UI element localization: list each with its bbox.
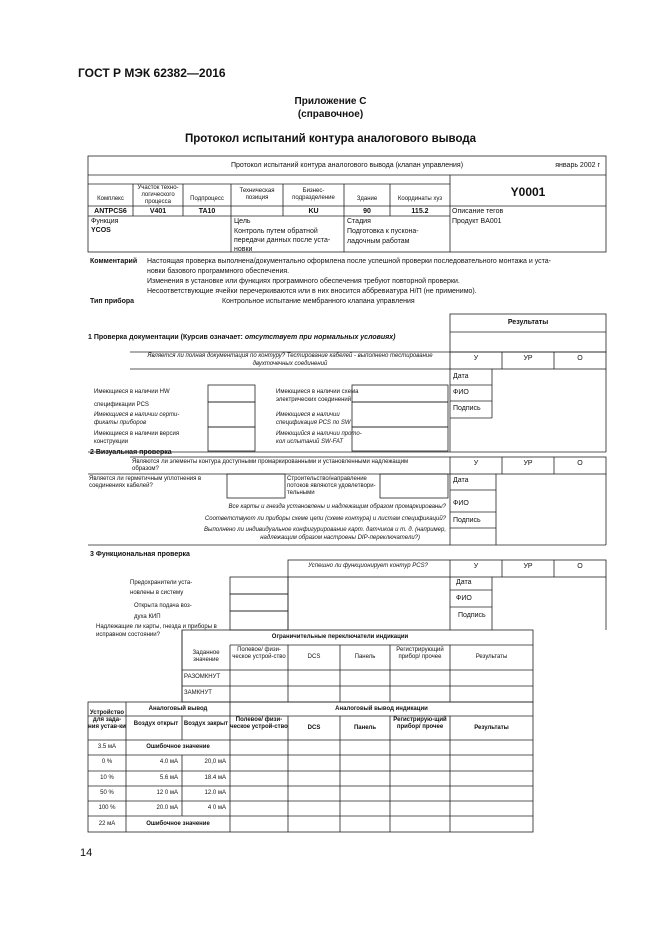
s2-cards-question: Все карты и гнезда установлены и надлежащим образом промаркированы? bbox=[228, 504, 446, 510]
row-pct: 0 % bbox=[101, 759, 113, 765]
comment-line: Несоответствующие ячейки перечеркиваются или в них вносится аббревиатура Н/П (не применимо). bbox=[147, 288, 477, 295]
s2-flow-question-cont: потоков являются удовлетвори- bbox=[287, 483, 376, 489]
s2-sign-label: Подпись bbox=[453, 517, 481, 524]
s3-question-top: Успешно ли функционирует контур PCS? bbox=[308, 563, 428, 569]
form-banner: Протокол испытаний контура аналогового вывода (клапан управления) bbox=[230, 162, 464, 169]
appendix-title: Приложение С bbox=[294, 96, 367, 107]
form-date: январь 2002 г bbox=[555, 162, 600, 169]
analog-col-dcs: DCS bbox=[307, 725, 321, 731]
product-value: Продукт BA001 bbox=[452, 218, 502, 225]
analog-col-air-open: Воздух открыт bbox=[133, 721, 179, 727]
goal-line: передачи данных после уста- bbox=[234, 237, 331, 244]
protocol-title: Протокол испытаний контура аналогового вывода bbox=[184, 133, 477, 145]
results-header: Результаты bbox=[507, 319, 549, 326]
s2-question-top: Являются ли элементы контура доступными промаркированными и установленными надлежащим bbox=[132, 459, 409, 465]
value-business: KU bbox=[308, 208, 319, 215]
s2-flow-question-cont: тельными bbox=[287, 490, 315, 496]
row-air-closed: 4 0 мА bbox=[207, 805, 226, 811]
doc-item: Имеющиеся в наличии HW bbox=[94, 389, 170, 395]
s3-kip-question: Открыта подача воз- bbox=[134, 603, 192, 609]
doc-item: фикаты приборов bbox=[94, 420, 147, 426]
error-current-low: 3.5 мА bbox=[97, 744, 117, 750]
col-subprocess: Подпроцесс bbox=[190, 196, 224, 202]
doc-item: кол испытаний SW-FAT bbox=[276, 439, 344, 445]
value-coords: 115.2 bbox=[411, 208, 429, 215]
row-pct: 10 % bbox=[100, 775, 114, 781]
analog-col-results: Результаты bbox=[474, 725, 509, 731]
s2-fio-label: ФИО bbox=[453, 500, 469, 507]
s2-date-label: Дата bbox=[453, 477, 469, 484]
limit-col-results: Результаты bbox=[475, 654, 508, 660]
s1-date-label: Дата bbox=[453, 373, 469, 380]
col-complex: Комплекс bbox=[97, 196, 124, 202]
comment-line: Настоящая проверка выполнена/документально оформлена после успешной проверки последовательного монтажа и уста- bbox=[147, 258, 552, 265]
limit-col-field: Полевое/ физи-ческое устрой-ство bbox=[232, 647, 286, 660]
error-value-label: Ошибочное значение bbox=[146, 744, 210, 750]
row-pct: 50 % bbox=[100, 790, 114, 796]
limit-col-recorder: Регистрирующий прибор/ прочее bbox=[396, 647, 444, 660]
s1-sign-label: Подпись bbox=[453, 405, 481, 412]
doc-item: Имеющиеся в наличии bbox=[276, 412, 340, 418]
row-air-closed: 18.4 мА bbox=[204, 775, 226, 781]
doc-item: Имеющиеся в наличии серти- bbox=[94, 412, 180, 418]
s2-config-question: Выполнено ли индивидуальное конфигурирование карт. датчиков и т. д. (например, bbox=[204, 527, 446, 533]
limit-row-open: РАЗОМКНУТ bbox=[184, 674, 221, 680]
row-pct: 100 % bbox=[98, 805, 116, 811]
row-air-open: 5.6 мА bbox=[159, 775, 178, 781]
s3-o: О bbox=[577, 563, 583, 570]
limit-row-closed: ЗАМКНУТ bbox=[184, 690, 212, 696]
loop-id: Y0001 bbox=[510, 185, 546, 199]
tag-description: Описание тегов bbox=[452, 208, 504, 215]
analog-col-panel: Панель bbox=[353, 725, 377, 731]
row-air-closed: 20,0 мА bbox=[204, 759, 226, 765]
s1-o: О bbox=[577, 355, 583, 362]
s2-seal-question: Является ли герметичным уплотнения в bbox=[89, 476, 202, 482]
device-type-label: Тип прибора bbox=[90, 298, 135, 305]
s2-question-top-cont: образом? bbox=[132, 466, 159, 472]
s3-sign-label: Подпись bbox=[458, 612, 486, 619]
function-label: Функция bbox=[91, 218, 119, 225]
value-complex: ANTPCS6 bbox=[94, 208, 127, 215]
error-value-label: Ошибочное значение bbox=[146, 821, 210, 827]
col-section: Участок техно-логического процесса bbox=[137, 185, 179, 205]
appendix-type: (справочное) bbox=[297, 109, 364, 120]
row-air-open: 4.0 мА bbox=[159, 759, 178, 765]
stage-label: Стадия bbox=[347, 218, 371, 225]
analog-out-title: Аналоговый вывод bbox=[148, 706, 208, 712]
s3-fuses-question-cont: новлены в систему bbox=[130, 590, 184, 596]
doc-item: Имеющиеся в наличии версия bbox=[94, 431, 180, 437]
comment-label: Комментарий bbox=[90, 258, 138, 265]
section3-title: 3 Функциональная проверка bbox=[90, 551, 190, 558]
s3-cards-question: Надлежащие ли карты, гнезда и приборы в bbox=[96, 624, 217, 630]
analog-col-field: Полевое/ физи-ческое устрой-ство bbox=[230, 717, 288, 730]
value-section: V401 bbox=[149, 208, 167, 215]
limit-col-dcs: DCS bbox=[307, 654, 321, 660]
analog-ind-title: Аналоговый вывод индикации bbox=[335, 706, 428, 712]
s3-fuses-question: Предохранители уста- bbox=[130, 580, 193, 586]
device-type-value: Контрольное испытание мембранного клапана управления bbox=[222, 298, 415, 305]
doc-item: спецификация PCS по SW bbox=[276, 420, 351, 426]
s3-cards-question-cont: исправном состоянии? bbox=[96, 632, 160, 638]
limit-col-panel: Панель bbox=[354, 654, 376, 660]
s3-ur: УР bbox=[523, 563, 533, 570]
s2-scheme-question: Соответствуют ли приборы схеме цепи (схеме контура) и листам спецификаций? bbox=[204, 516, 446, 522]
limit-table-title: Ограничительные переключатели индикации bbox=[271, 634, 409, 640]
limit-col-setpoint: Заданное значение bbox=[192, 650, 220, 663]
s2-ur: УР bbox=[523, 460, 533, 467]
s2-u: У bbox=[473, 460, 479, 467]
col-coords: Координаты хуз bbox=[397, 196, 443, 202]
stage-line: Подготовка к пускона- bbox=[347, 228, 419, 235]
goal-label: Цель bbox=[234, 218, 251, 225]
doc-item: электрических соединений bbox=[276, 397, 352, 403]
s1-u: У bbox=[473, 355, 479, 362]
s2-o: О bbox=[577, 460, 583, 467]
section1-question: Является ли полная документация по контуру? Тестирование кабелей - выполнено тестирование bbox=[147, 353, 433, 359]
s1-ur: УР bbox=[523, 355, 533, 362]
s3-u: У bbox=[473, 563, 479, 570]
error-current-high: 22 мА bbox=[98, 821, 116, 827]
analog-col-recorder: Регистрирую-щий прибор/ прочее bbox=[393, 717, 447, 730]
doc-item: Имеющиеся в наличии схема bbox=[276, 389, 359, 395]
row-air-open: 20.0 мА bbox=[156, 805, 178, 811]
s2-config-question-cont: надлежащим образом настроены DIP-переключатели?) bbox=[260, 535, 420, 541]
col-building: Здание bbox=[356, 196, 378, 202]
doc-item: Имеющийся в наличии прото- bbox=[276, 431, 362, 437]
s1-fio-label: ФИО bbox=[453, 389, 469, 396]
goal-line: новки bbox=[234, 246, 253, 253]
doc-item: конструкции bbox=[94, 439, 129, 445]
s3-fio-label: ФИО bbox=[456, 595, 472, 602]
function-value: YCOS bbox=[91, 227, 111, 234]
analog-col-air-closed: Воздух закрыт bbox=[183, 721, 229, 727]
goal-line: Контроль путем обратной bbox=[234, 228, 318, 235]
value-subprocess: TA10 bbox=[198, 208, 216, 215]
standard-header: ГОСТ Р МЭК 62382—2016 bbox=[78, 66, 226, 80]
row-air-open: 12 0 мА bbox=[156, 790, 178, 796]
section1-title: 1 Проверка документации (Курсив означает: отсутствует при нормальных условиях) bbox=[88, 334, 396, 341]
s3-date-label: Дата bbox=[456, 579, 472, 586]
section2-title: 2 Визуальная проверка bbox=[90, 449, 172, 456]
comment-line: новки базового программного обеспечения. bbox=[147, 268, 290, 275]
s2-flow-question: Строительство/направление bbox=[287, 476, 367, 482]
stage-line: ладочным работам bbox=[347, 238, 410, 245]
value-building: 90 bbox=[363, 208, 371, 215]
col-tech-position: Техническая позиция bbox=[239, 188, 275, 201]
s2-seal-question-cont: соединениях кабелей? bbox=[89, 483, 153, 489]
row-air-closed: 12.0 мА bbox=[204, 790, 226, 796]
section1-question-cont: двухточечных соединений bbox=[252, 361, 328, 367]
doc-item: спецификации PCS bbox=[94, 402, 149, 408]
s3-kip-question-cont: духа КИП bbox=[134, 614, 161, 620]
comment-line: Изменения в установке или функциях программного обеспечения требуют повторной проверки. bbox=[147, 278, 460, 285]
analog-col-setter: Устройство для зада-ния устав-ки bbox=[88, 710, 126, 730]
col-business: Бизнес-подразделение bbox=[292, 188, 335, 201]
page-number: 14 bbox=[80, 847, 93, 859]
